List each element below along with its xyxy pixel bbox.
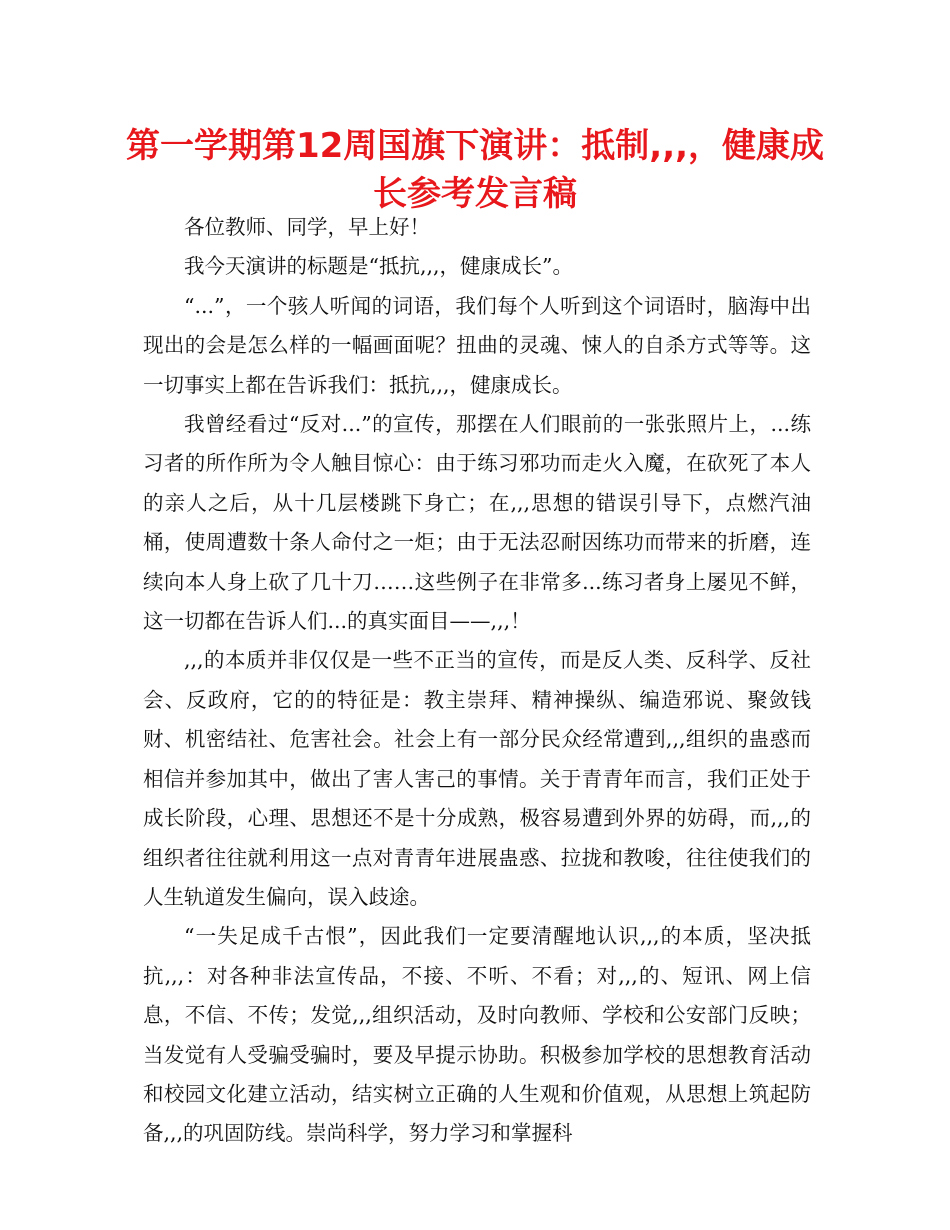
document-title: 第一学期第12周国旗下演讲：抵制,,,，健康成长参考发言稿	[125, 126, 825, 214]
paragraph-4: “一失足成千古恨”，因此我们一定要清醒地认识,,,的本质，坚决抵抗,,,：对各种非法宣传品，不接、不听、不看；对,,,的、短讯、网上信息，不信、不传；发觉,,,组织活动，及时向教师、学校和公安部门反映；当发觉有人受骗受骗时，要及早提示协助。积极参加学校的思想教育活动和校园文化建立活动，结实树立正确的人生观和价值观，从思想上筑起防备,,,的巩固防线。崇尚科学，努力学习和掌握科	[143, 924, 811, 1146]
paragraph-greeting: 各位教师、同学，早上好！	[184, 215, 430, 239]
document-body	[143, 208, 811, 1154]
paragraph-1: “...”，一个骇人听闻的词语，我们每个人听到这个词语时，脑海中出现出的会是怎么样的一幅画面呢？扭曲的灵魂、悚人的自杀方式等等。这一切事实上都在告诉我们：抵抗,,,，健康成长。	[143, 293, 811, 397]
paragraph-topic: 我今天演讲的标题是“抵抗,,,，健康成长”。	[184, 254, 574, 279]
paragraph-2: 我曾经看过“反对...”的宣传，那摆在人们眼前的一张张照片上，...练习者的所作所为令人触目惊心：由于练习邪功而走火入魔，在砍死了本人的亲人之后，从十几层楼跳下身亡；在,,,思想的错误引导下，点燃汽油桶，使周遭数十条人命付之一炬；由于无法忍耐因练功而带来的折磨，连续向本人身上砍了几十刀……这些例子在非常多...练习者身上屡见不鲜，这一切都在告诉人们...的真实面目——,,,！	[143, 412, 811, 634]
paragraph-3: ,,,的本质并非仅仅是一些不正当的宣传，而是反人类、反科学、反社会、反政府，它的的特征是：教主崇拜、精神操纵、编造邪说、聚敛钱财、机密结社、危害社会。社会上有一部分民众经常遭到,,,组织的蛊惑而相信并参加其中，做出了害人害己的事情。关于青青年而言，我们正处于成长阶段，心理、思想还不是十分成熟，极容易遭到外界的妨碍，而,,,的组织者往往就利用这一点对青青年进展蛊惑、拉拢和教唆，往往使我们的人生轨道发生偏向，误入歧途。	[143, 648, 811, 909]
